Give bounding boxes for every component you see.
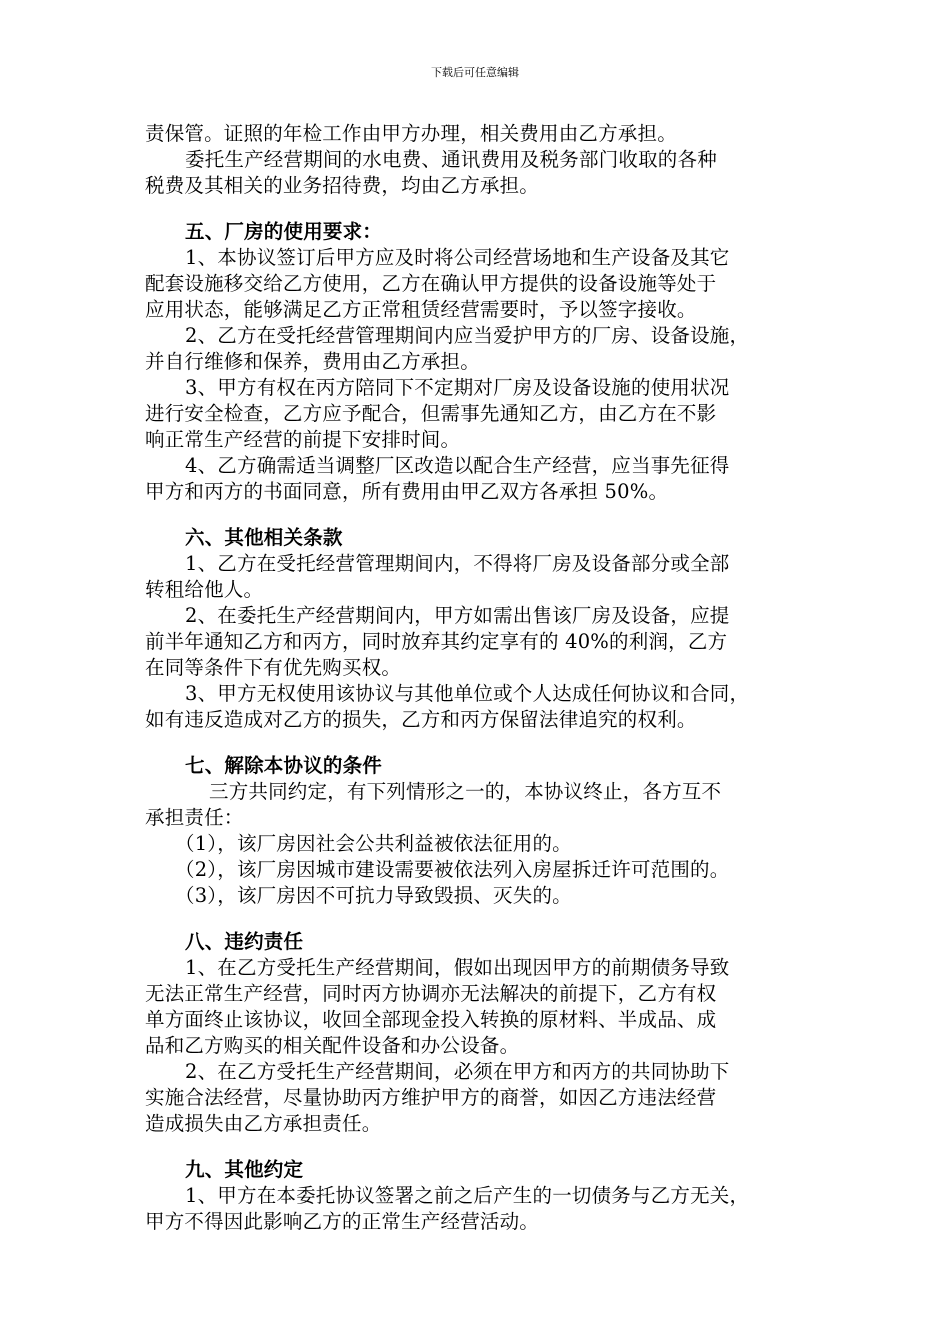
text-line: 转租给他人。	[145, 578, 264, 601]
text-line: 1、乙方在受托经营管理期间内，不得将厂房及设备部分或全部	[185, 552, 730, 575]
section-heading: 六、其他相关条款	[185, 526, 343, 549]
text-line: 3、甲方有权在丙方陪同下不定期对厂房及设备设施的使用状况	[185, 376, 730, 399]
text-line: 甲方不得因此影响乙方的正常生产经营活动。	[145, 1210, 540, 1233]
text-line: 造成损失由乙方承担责任。	[145, 1112, 382, 1135]
section-heading: 九、其他约定	[185, 1158, 304, 1181]
text-line: 品和乙方购买的相关配件设备和办公设备。	[145, 1034, 520, 1057]
text-line: 3、甲方无权使用该协议与其他单位或个人达成任何协议和合同，	[185, 682, 750, 705]
text-line: 应用状态，能够满足乙方正常租赁经营需要时，予以签字接收。	[145, 298, 697, 321]
text-line: 承担责任：	[145, 806, 244, 829]
section-heading: 五、厂房的使用要求：	[185, 220, 383, 243]
list-item: （3），该厂房因不可抗力导致毁损、灭失的。	[175, 884, 572, 907]
text-line: 2、乙方在受托经营管理期间内应当爱护甲方的厂房、设备设施，	[185, 324, 750, 347]
text-line: 并自行维修和保养，费用由乙方承担。	[145, 350, 480, 373]
text-line: 三方共同约定，有下列情形之一的，本协议终止，各方互不	[209, 780, 722, 803]
text-line: 单方面终止该协议，收回全部现金投入转换的原材料、半成品、成	[145, 1008, 717, 1031]
text-line: 进行安全检查，乙方应予配合，但需事先通知乙方，由乙方在不影	[145, 402, 717, 425]
page-header: 下载后可任意编辑	[431, 66, 519, 79]
text-line: 如有违反造成对乙方的损失，乙方和丙方保留法律追究的权利。	[145, 708, 697, 731]
text-line: 响正常生产经营的前提下安排时间。	[145, 428, 461, 451]
text-line: 2、在乙方受托生产经营期间，必须在甲方和丙方的共同协助下	[185, 1060, 730, 1083]
text-line: 前半年通知乙方和丙方，同时放弃其约定享有的 40%的利润，乙方	[145, 630, 728, 653]
text-line: 在同等条件下有优先购买权。	[145, 656, 402, 679]
text-line: 责保管。证照的年检工作由甲方办理，相关费用由乙方承担。	[145, 122, 677, 145]
document-body	[145, 121, 813, 1235]
section-heading: 七、解除本协议的条件	[185, 754, 383, 777]
list-item: （2），该厂房因城市建设需要被依法列入房屋拆迁许可范围的。	[175, 858, 730, 881]
text-line: 1、本协议签订后甲方应及时将公司经营场地和生产设备及其它	[185, 246, 730, 269]
list-item: （1），该厂房因社会公共利益被依法征用的。	[175, 832, 572, 855]
text-line: 无法正常生产经营，同时丙方协调亦无法解决的前提下，乙方有权	[145, 982, 717, 1005]
section-heading: 八、违约责任	[185, 930, 304, 953]
text-line: 甲方和丙方的书面同意，所有费用由甲乙双方各承担 50%。	[145, 480, 669, 503]
text-line: 委托生产经营期间的水电费、通讯费用及税务部门收取的各种	[185, 148, 717, 171]
text-line: 税费及其相关的业务招待费，均由乙方承担。	[145, 174, 540, 197]
text-line: 实施合法经营，尽量协助丙方维护甲方的商誉，如因乙方违法经营	[145, 1086, 717, 1109]
text-line: 1、甲方在本委托协议签署之前之后产生的一切债务与乙方无关，	[185, 1184, 750, 1207]
text-line: 4、乙方确需适当调整厂区改造以配合生产经营，应当事先征得	[185, 454, 730, 477]
text-line: 2、在委托生产经营期间内，甲方如需出售该厂房及设备，应提	[185, 604, 730, 627]
text-line: 1、在乙方受托生产经营期间，假如出现因甲方的前期债务导致	[185, 956, 730, 979]
text-line: 配套设施移交给乙方使用，乙方在确认甲方提供的设备设施等处于	[145, 272, 717, 295]
